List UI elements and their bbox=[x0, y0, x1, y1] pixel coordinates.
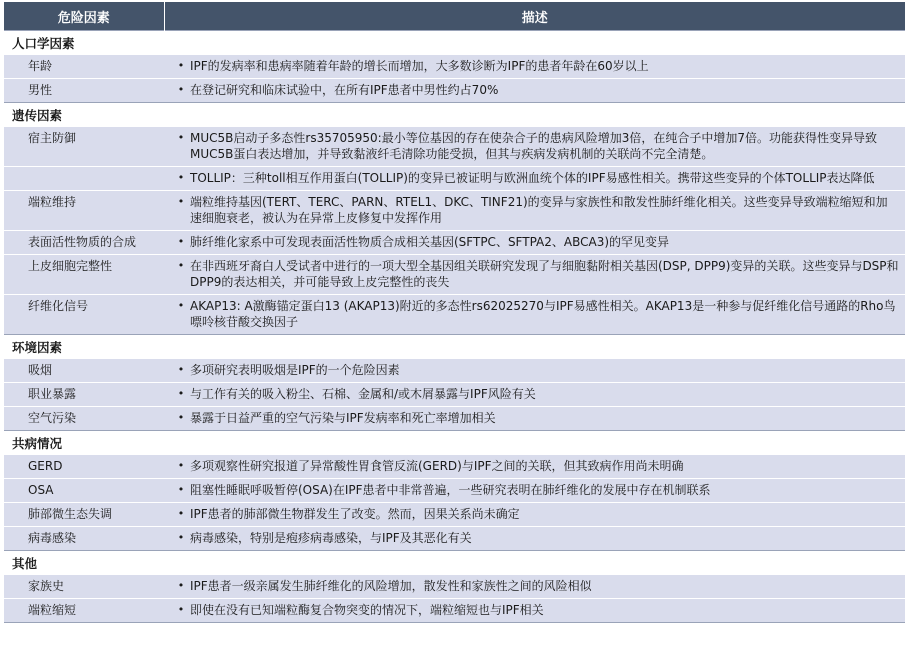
description-text: 暴露于日益严重的空气污染与IPF发病率和死亡率增加相关 bbox=[190, 411, 496, 425]
header-risk-factor: 危险因素 bbox=[4, 2, 164, 31]
bullet-item bbox=[172, 170, 899, 186]
risk-factor-description-cell bbox=[164, 527, 905, 551]
risk-factor-name: 宿主防御 bbox=[4, 127, 164, 167]
table-row bbox=[4, 127, 905, 167]
risk-factor-description-cell bbox=[164, 479, 905, 503]
description-text: 端粒维持基因(TERT、TERC、PARN、RTEL1、DKC、TINF21)的变异与家族性和散发性肺纤维化相关。这些变异导致端粒缩短和加速细胞衰老，被认为在异常上皮修复中发挥作用 bbox=[190, 195, 888, 225]
risk-factor-description-cell bbox=[164, 295, 905, 335]
bullet-item bbox=[172, 194, 899, 226]
bullet-item bbox=[172, 258, 899, 290]
table-row bbox=[4, 191, 905, 231]
table-row bbox=[4, 231, 905, 255]
category-row bbox=[4, 551, 905, 575]
category-title: 共病情况 bbox=[4, 431, 905, 455]
risk-factor-name: 纤维化信号 bbox=[4, 295, 164, 335]
description-text: 多项研究表明吸烟是IPF的一个危险因素 bbox=[190, 363, 400, 377]
bullet-item bbox=[172, 58, 899, 74]
bullet-item bbox=[172, 234, 899, 250]
table-row bbox=[4, 599, 905, 623]
risk-factor-description-cell bbox=[164, 359, 905, 383]
description-text: 与工作有关的吸入粉尘、石棉、金属和/或木屑暴露与IPF风险有关 bbox=[190, 387, 536, 401]
bullet-icon: • bbox=[177, 579, 185, 592]
risk-factor-description-cell bbox=[164, 407, 905, 431]
bullet-icon: • bbox=[177, 411, 185, 424]
bullet-icon: • bbox=[177, 259, 185, 272]
risk-factor-description-cell bbox=[164, 575, 905, 599]
bullet-icon: • bbox=[177, 59, 185, 72]
category-title: 其他 bbox=[4, 551, 905, 575]
description-text: 即使在没有已知端粒酶复合物突变的情况下，端粒缩短也与IPF相关 bbox=[190, 603, 544, 617]
bullet-item bbox=[172, 410, 899, 426]
category-title: 人口学因素 bbox=[4, 31, 905, 55]
table-row bbox=[4, 503, 905, 527]
risk-factor-description-cell bbox=[164, 231, 905, 255]
risk-factor-description-cell bbox=[164, 191, 905, 231]
risk-factor-description-cell bbox=[164, 503, 905, 527]
risk-factor-name: 病毒感染 bbox=[4, 527, 164, 551]
description-text: AKAP13: A激酶锚定蛋白13 (AKAP13)附近的多态性rs62025270与IPF易感性相关。AKAP13是一种参与促纤维化信号通路的Rho鸟嘌呤核苷酸交换因子 bbox=[190, 299, 896, 329]
risk-factor-name: 空气污染 bbox=[4, 407, 164, 431]
category-row bbox=[4, 103, 905, 127]
risk-factor-name: 家族史 bbox=[4, 575, 164, 599]
description-text: TOLLIP：三种toll相互作用蛋白(TOLLIP)的变异已被证明与欧洲血统个体的IPF易感性相关。携带这些变异的个体TOLLIP表达降低 bbox=[190, 171, 875, 185]
description-text: 肺纤维化家系中可发现表面活性物质合成相关基因(SFTPC、SFTPA2、ABCA3)的罕见变异 bbox=[190, 235, 670, 249]
bullet-item bbox=[172, 530, 899, 546]
risk-factor-name: 职业暴露 bbox=[4, 383, 164, 407]
table-row bbox=[4, 527, 905, 551]
bullet-item bbox=[172, 298, 899, 330]
risk-factor-name: 端粒维持 bbox=[4, 191, 164, 231]
table-row bbox=[4, 575, 905, 599]
category-title: 遗传因素 bbox=[4, 103, 905, 127]
header-row bbox=[4, 2, 905, 31]
risk-factor-name: OSA bbox=[4, 479, 164, 503]
table-row bbox=[4, 407, 905, 431]
risk-factor-description-cell bbox=[164, 383, 905, 407]
risk-factor-table-container bbox=[4, 2, 905, 623]
description-text: IPF患者的肺部微生物群发生了改变。然而，因果关系尚未确定 bbox=[190, 507, 520, 521]
bullet-icon: • bbox=[177, 387, 185, 400]
table-row bbox=[4, 455, 905, 479]
risk-factor-name: 表面活性物质的合成 bbox=[4, 231, 164, 255]
bullet-item bbox=[172, 82, 899, 98]
risk-factor-name: 吸烟 bbox=[4, 359, 164, 383]
risk-factor-table bbox=[4, 2, 905, 623]
description-text: MUC5B启动子多态性rs35705950:最小等位基因的存在使杂合子的患病风险增加3倍，在纯合子中增加7倍。功能获得性变异导致MUC5B蛋白表达增加，并导致黏液纤毛清除功能受损，但其与疾病发病机制的关联尚不完全清楚。 bbox=[190, 131, 877, 161]
description-text: IPF患者一级亲属发生肺纤维化的风险增加，散发性和家族性之间的风险相似 bbox=[190, 579, 592, 593]
risk-factor-name: 端粒缩短 bbox=[4, 599, 164, 623]
bullet-icon: • bbox=[177, 363, 185, 376]
table-row bbox=[4, 255, 905, 295]
bullet-icon: • bbox=[177, 531, 185, 544]
table-row bbox=[4, 383, 905, 407]
risk-factor-description-cell bbox=[164, 599, 905, 623]
bullet-icon: • bbox=[177, 507, 185, 520]
bullet-item bbox=[172, 458, 899, 474]
description-text: 多项观察性研究报道了异常酸性胃食管反流(GERD)与IPF之间的关联，但其致病作用尚未明确 bbox=[190, 459, 684, 473]
bullet-icon: • bbox=[177, 459, 185, 472]
risk-factor-description-cell bbox=[164, 79, 905, 103]
bullet-item bbox=[172, 362, 899, 378]
risk-factor-description-cell bbox=[164, 455, 905, 479]
bullet-item bbox=[172, 578, 899, 594]
bullet-icon: • bbox=[177, 195, 185, 208]
bullet-icon: • bbox=[177, 131, 185, 144]
bullet-icon: • bbox=[177, 603, 185, 616]
category-row bbox=[4, 335, 905, 359]
table-header bbox=[4, 2, 905, 31]
description-text: 阻塞性睡眠呼吸暂停(OSA)在IPF患者中非常普遍，一些研究表明在肺纤维化的发展中存在机制联系 bbox=[190, 483, 711, 497]
risk-factor-name: GERD bbox=[4, 455, 164, 479]
risk-factor-name: 男性 bbox=[4, 79, 164, 103]
bullet-icon: • bbox=[177, 483, 185, 496]
bullet-icon: • bbox=[177, 299, 185, 312]
description-text: 在非西班牙裔白人受试者中进行的一项大型全基因组关联研究发现了与细胞黏附相关基因(DSP, DPP9)变异的关联。这些变异与DSP和DPP9的表达相关，并可能导致上皮完整性的丧失 bbox=[190, 259, 899, 289]
bullet-item bbox=[172, 506, 899, 522]
table-row bbox=[4, 167, 905, 191]
bullet-icon: • bbox=[177, 83, 185, 96]
bullet-item bbox=[172, 386, 899, 402]
table-row bbox=[4, 295, 905, 335]
category-title: 环境因素 bbox=[4, 335, 905, 359]
description-text: 病毒感染，特别是疱疹病毒感染，与IPF及其恶化有关 bbox=[190, 531, 472, 545]
bullet-item bbox=[172, 130, 899, 162]
bullet-icon: • bbox=[177, 171, 185, 184]
bullet-item bbox=[172, 602, 899, 618]
risk-factor-description-cell bbox=[164, 167, 905, 191]
risk-factor-description-cell bbox=[164, 127, 905, 167]
category-row bbox=[4, 31, 905, 55]
bullet-icon: • bbox=[177, 235, 185, 248]
risk-factor-description-cell bbox=[164, 255, 905, 295]
risk-factor-name: 上皮细胞完整性 bbox=[4, 255, 164, 295]
description-text: 在登记研究和临床试验中，在所有IPF患者中男性约占70% bbox=[190, 83, 499, 97]
table-row bbox=[4, 359, 905, 383]
table-row bbox=[4, 479, 905, 503]
table-body bbox=[4, 31, 905, 623]
description-text: IPF的发病率和患病率随着年龄的增长而增加，大多数诊断为IPF的患者年龄在60岁以上 bbox=[190, 59, 649, 73]
table-row bbox=[4, 55, 905, 79]
risk-factor-description-cell bbox=[164, 55, 905, 79]
header-description: 描述 bbox=[164, 2, 905, 31]
risk-factor-name bbox=[4, 167, 164, 191]
table-row bbox=[4, 79, 905, 103]
bullet-item bbox=[172, 482, 899, 498]
risk-factor-name: 年龄 bbox=[4, 55, 164, 79]
risk-factor-name: 肺部微生态失调 bbox=[4, 503, 164, 527]
category-row bbox=[4, 431, 905, 455]
